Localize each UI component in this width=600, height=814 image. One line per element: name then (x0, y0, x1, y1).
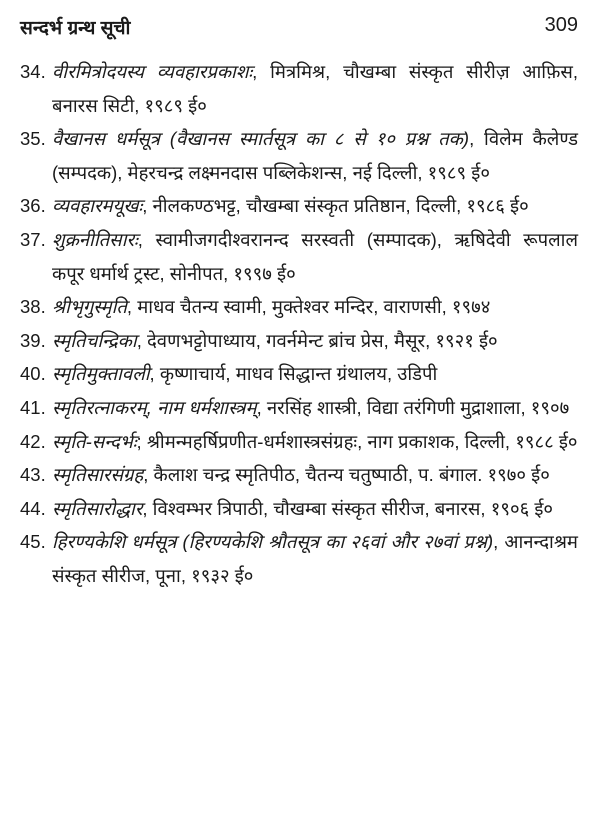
entry-title: वीरमित्रोदयस्य व्यवहारप्रकाशः (52, 61, 253, 82)
entry-number: 45. (20, 531, 46, 553)
entry-title: श्रीभृगुस्मृति (52, 296, 127, 318)
running-title: सन्दर्भ ग्रन्थ सूची (20, 18, 131, 39)
bibliography-entry (20, 525, 578, 592)
bibliography-entry (20, 492, 578, 526)
entry-title: स्मृतिसारोद्धार (52, 497, 143, 519)
entry-details: , देवणभट्टोपाध्याय, गवर्नमेन्ट ब्रांच प्रेस, मैसूर, १९२१ ई० (136, 329, 498, 351)
page-header (20, 14, 578, 44)
entry-title: शुक्रनीतिसारः (52, 228, 138, 250)
entry-details: , विश्वम्भर त्रिपाठी, चौखम्बा संस्कृत सीरीज, बनारस, १९०६ ई० (142, 497, 554, 519)
entry-details: , नीलकण्ठभट्ट, चौखम्बा संस्कृत प्रतिष्ठान, दिल्ली, १९८६ ई० (142, 195, 529, 217)
entry-number: 43. (20, 464, 46, 486)
entry-number: 34. (20, 61, 46, 82)
entry-number: 39. (20, 329, 46, 351)
entry-title: हिरण्यकेशि धर्मसूत्र (हिरण्यकेशि श्रौतसूत्र का २६वां और २७वां प्रश्न) (52, 531, 494, 553)
entry-number: 35. (20, 128, 46, 150)
entry-title: स्मृतिरत्नाकरम्, नाम धर्मशास्त्रम् (52, 396, 257, 418)
bibliography-entry (20, 425, 578, 459)
entry-number: 40. (20, 363, 46, 385)
bibliography-list (20, 55, 578, 593)
entry-title: स्मृति-सन्दर्भः (52, 430, 137, 452)
entry-details: , मित्रमिश्र, चौखम्बा संस्कृत सीरीज़ आफ़िस, बनारस सिटी, १९८९ ई० (52, 61, 578, 116)
entry-details: , कैलाश चन्द्र स्मृतिपीठ, चैतन्य चतुष्पाठी, प. बंगाल. १९७० ई० (143, 464, 550, 486)
entry-title: स्मृतिचन्द्रिका (52, 329, 137, 351)
bibliography-entry (20, 122, 578, 189)
entry-title: वैखानस धर्मसूत्र (वैखानस स्मार्तसूत्र का ८ से १० प्रश्न तक) (52, 128, 470, 150)
entry-details: , माधव चैतन्य स्वामी, मुक्तेश्वर मन्दिर, वाराणसी, १९७४ (126, 296, 491, 318)
entry-details: ; श्रीमन्महर्षिप्रणीत-धर्मशास्त्रसंग्रहः, नाग प्रकाशक, दिल्ली, १९८८ ई० (136, 430, 578, 452)
entry-number: 38. (20, 296, 46, 318)
entry-number: 44. (20, 497, 46, 519)
entry-details: , स्वामीजगदीश्वरानन्द सरस्वती (सम्पादक), ऋषिदेवी रूपलाल कपूर धर्मार्थ ट्रस्ट, सोनीपत, १९९७ ई० (52, 228, 578, 284)
entry-title: स्मृतिसारसंग्रह (52, 464, 144, 486)
bibliography-entry (20, 290, 578, 324)
entry-details: , कृष्णाचार्य, माधव सिद्धान्त ग्रंथालय, उडिपी (149, 363, 438, 385)
bibliography-entry (20, 458, 578, 492)
entry-number: 41. (20, 396, 46, 418)
entry-number: 36. (20, 195, 46, 217)
entry-number: 42. (20, 430, 46, 452)
bibliography-entry (20, 391, 578, 425)
entry-number: 37. (20, 228, 46, 250)
bibliography-entry (20, 324, 578, 358)
bibliography-entry (20, 55, 578, 122)
page-number: 309 (544, 14, 578, 36)
entry-details: , आनन्दाश्रम संस्कृत सीरीज, पूना, १९३२ ई० (52, 531, 578, 586)
entry-details: , विलेम कैलेण्ड (सम्पदक), मेहरचन्द्र लक्ष्मनदास पब्लिकेशन्स, नई दिल्ली, १९८९ ई० (52, 128, 579, 183)
bibliography-entry (20, 223, 578, 290)
entry-title: व्यवहारमयूखः (52, 195, 143, 217)
entry-details: , नरसिंह शास्त्री, विद्या तरंगिणी मुद्राशाला, १९०७ (256, 396, 570, 418)
bibliography-entry (20, 357, 578, 391)
entry-title: स्मृतिमुक्तावली (52, 363, 150, 385)
bibliography-entry (20, 189, 578, 223)
